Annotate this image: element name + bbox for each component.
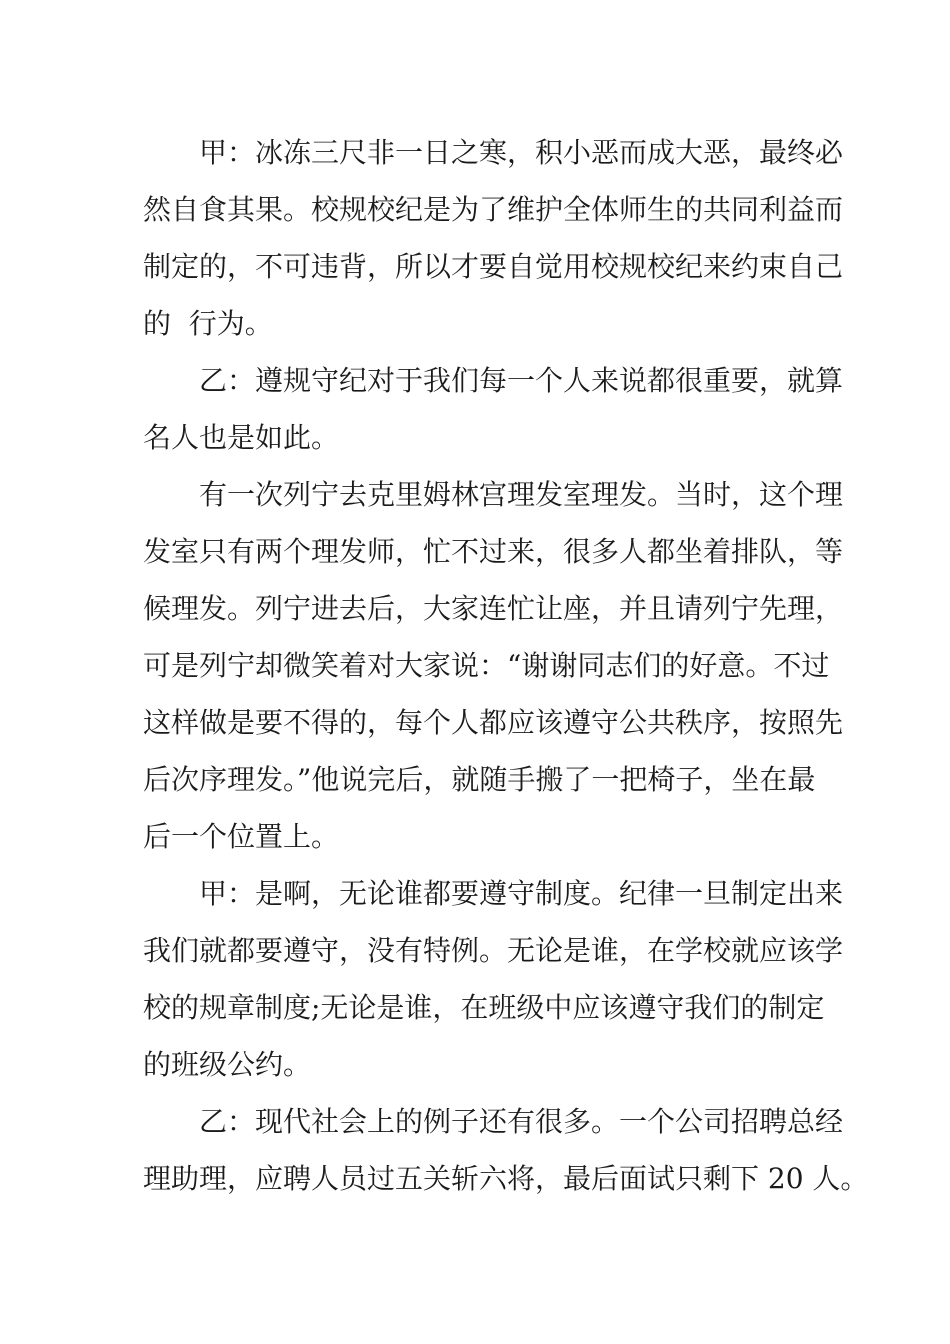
text-line: 我们就都要遵守，没有特例。无论是谁，在学校就应该学 [143, 934, 844, 967]
text-line: 可是列宁却微笑着对大家说：“谢谢同志们的好意。不过 [143, 649, 830, 682]
text-line: 乙：遵规守纪对于我们每一个人来说都很重要，就算 [199, 364, 844, 397]
text-line: 有一次列宁去克里姆林宫理发室理发。当时，这个理 [199, 478, 844, 511]
text-line: 甲：是啊，无论谁都要遵守制度。纪律一旦制定出来 [199, 877, 844, 910]
text-line: 的班级公约。 [143, 1048, 312, 1081]
text-line: 然自食其果。校规校纪是为了维护全体师生的共同利益而 [143, 193, 844, 226]
text-line: 名人也是如此。 [143, 421, 340, 454]
text-line: 这样做是要不得的，每个人都应该遵守公共秩序，按照先 [143, 706, 844, 739]
text-line: 制定的，不可违背，所以才要自觉用校规校纪来约束自己 [143, 250, 844, 283]
text-line: 校的规章制度;无论是谁，在班级中应该遵守我们的制定 [143, 991, 825, 1024]
text-line: 发室只有两个理发师，忙不过来，很多人都坐着排队，等 [143, 535, 844, 568]
text-line: 的 行为。 [143, 307, 273, 340]
text-line: 甲：冰冻三尺非一日之寒，积小恶而成大恶，最终必 [199, 136, 844, 169]
text-line: 后次序理发。”他说完后，就随手搬了一把椅子，坐在最 [143, 763, 816, 796]
text-line: 后一个位置上。 [143, 820, 340, 853]
text-line: 候理发。列宁进去后，大家连忙让座，并且请列宁先理， [143, 592, 844, 625]
text-line: 乙：现代社会上的例子还有很多。一个公司招聘总经 [199, 1105, 844, 1138]
text-line: 理助理，应聘人员过五关斩六将，最后面试只剩下 20 人。 [143, 1162, 869, 1195]
